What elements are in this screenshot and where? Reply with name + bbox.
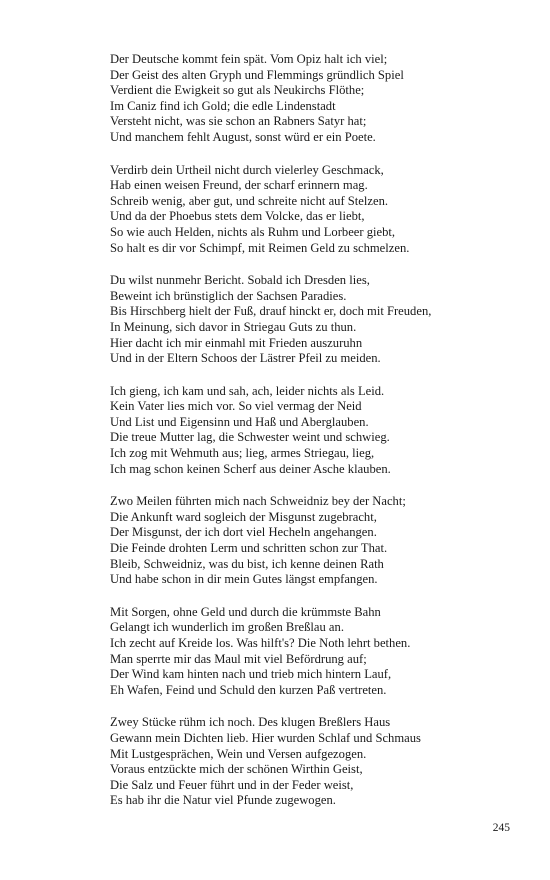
verse-line: Ich zog mit Wehmuth aus; lieg, armes Striegau, lieg,: [110, 446, 375, 461]
verse-line: Ich mag schon keinen Scherf aus deiner Asche klauben.: [110, 461, 391, 476]
verse-line: Bis Hirschberg hielt der Fuß, drauf hinckt er, doch mit Freuden,: [110, 304, 432, 319]
verse-line: Beweint ich brünstiglich der Sachsen Paradies.: [110, 288, 347, 303]
verse-line: So wie auch Helden, nichts als Ruhm und Lorbeer giebt,: [110, 224, 396, 239]
verse-line: Die Feinde drohten Lerm und schritten schon zur That.: [110, 541, 388, 556]
stanza-2: [110, 163, 530, 257]
verse-line: Und in der Eltern Schoos der Lästrer Pfeil zu meiden.: [110, 351, 381, 366]
verse-line: Gewann mein Dichten lieb. Hier wurden Schlaf und Schmaus: [110, 730, 421, 745]
poem-text: [110, 52, 530, 826]
page-number: 245: [492, 822, 510, 834]
verse-line: Der Wind kam hinten nach und trieb mich hintern Lauf,: [110, 667, 392, 682]
verse-line: Der Misgunst, der ich dort viel Hecheln angehangen.: [110, 525, 377, 540]
verse-line: Die Salz und Feuer führt und in der Feder weist,: [110, 777, 354, 792]
verse-line: Voraus entzückte mich der schönen Wirthin Geist,: [110, 762, 363, 777]
verse-line: Zwey Stücke rühm ich noch. Des klugen Breßlers Haus: [110, 715, 391, 730]
verse-line: So halt es dir vor Schimpf, mit Reimen Geld zu schmelzen.: [110, 240, 410, 255]
verse-line: Verdient die Ewigkeit so gut als Neukirchs Flöthe;: [110, 83, 365, 98]
verse-line: Und habe schon in dir mein Gutes längst empfangen.: [110, 572, 378, 587]
verse-line: Mit Lustgesprächen, Wein und Versen aufgezogen.: [110, 746, 367, 761]
verse-line: Und manchem fehlt August, sonst würd er ein Poete.: [110, 129, 376, 144]
verse-line: Schreib wenig, aber gut, und schreite nicht auf Stelzen.: [110, 193, 389, 208]
stanza-7: [110, 715, 530, 809]
verse-line: Kein Vater lies mich vor. So viel vermag der Neid: [110, 399, 362, 414]
stanza-5: [110, 494, 530, 588]
verse-line: Die Ankunft ward sogleich der Misgunst zugebracht,: [110, 509, 377, 524]
verse-line: Versteht nicht, was sie schon an Rabners Satyr hat;: [110, 114, 367, 129]
stanza-1: [110, 52, 530, 146]
verse-line: Es hab ihr die Natur viel Pfunde zugewogen.: [110, 793, 336, 808]
verse-line: In Meinung, sich davor in Striegau Guts zu thun.: [110, 319, 357, 334]
verse-line: Und List und Eigensinn und Haß und Aberglauben.: [110, 414, 369, 429]
verse-line: Bleib, Schweidniz, was du bist, ich kenne deinen Rath: [110, 556, 384, 571]
verse-line: Verdirb dein Urtheil nicht durch vielerley Geschmack,: [110, 162, 384, 177]
stanza-6: [110, 605, 530, 699]
verse-line: Gelangt ich wunderlich im großen Breßlau an.: [110, 620, 344, 635]
verse-line: Ich zecht auf Kreide los. Was hilft's? Die Noth lehrt bethen.: [110, 636, 411, 650]
stanza-3: [110, 273, 530, 367]
verse-line: Und da der Phoebus stets dem Volcke, das er liebt,: [110, 209, 365, 224]
verse-line: Man sperrte mir das Maul mit viel Befördrung auf;: [110, 651, 367, 666]
verse-line: Eh Wafen, Feind und Schuld den kurzen Paß vertreten.: [110, 682, 387, 697]
stanza-4: [110, 384, 530, 478]
verse-line: Hier dacht ich mir einmahl mit Frieden auszuruhn: [110, 335, 363, 350]
verse-line: Hab einen weisen Freund, der scharf erinnern mag.: [110, 178, 368, 193]
verse-line: Der Deutsche kommt fein spät. Vom Opiz halt ich viel;: [110, 52, 388, 66]
verse-line: Du wilst nunmehr Bericht. Sobald ich Dresden lies,: [110, 273, 370, 288]
verse-line: Zwo Meilen führten mich nach Schweidniz bey der Nacht;: [110, 494, 406, 509]
verse-line: Mit Sorgen, ohne Geld und durch die krümmste Bahn: [110, 604, 381, 619]
verse-line: Der Geist des alten Gryph und Flemmings gründlich Spiel: [110, 67, 404, 82]
verse-line: Im Caniz find ich Gold; die edle Lindenstadt: [110, 98, 336, 113]
verse-line: Ich gieng, ich kam und sah, ach, leider nichts als Leid.: [110, 383, 385, 398]
verse-line: Die treue Mutter lag, die Schwester weint und schwieg.: [110, 430, 390, 445]
